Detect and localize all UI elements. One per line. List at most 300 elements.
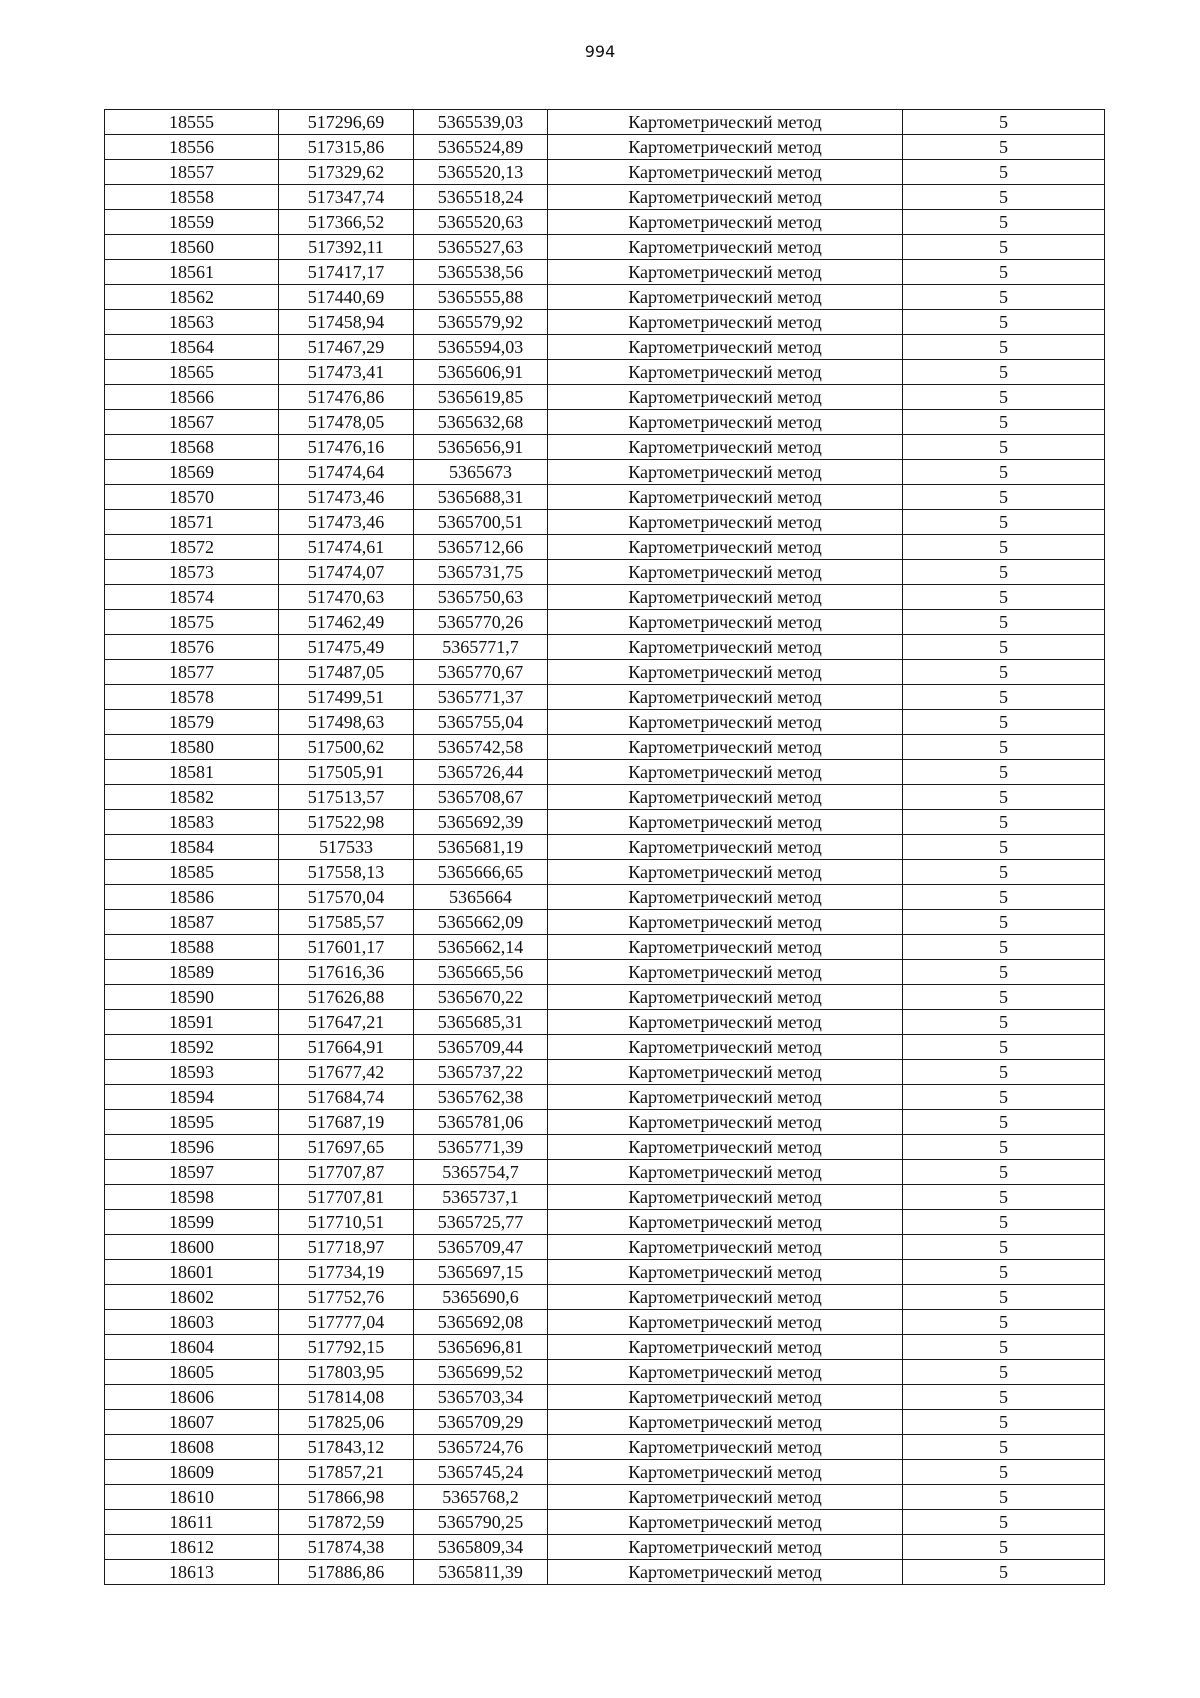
- method-cell: Картометрический метод: [548, 710, 903, 735]
- method-cell: Картометрический метод: [548, 1360, 903, 1385]
- x-coordinate-cell: 517558,13: [279, 860, 414, 885]
- point-number-cell: 18605: [105, 1360, 279, 1385]
- method-cell: Картометрический метод: [548, 1010, 903, 1035]
- accuracy-cell: 5: [903, 410, 1105, 435]
- method-cell: Картометрический метод: [548, 885, 903, 910]
- point-number-cell: 18570: [105, 485, 279, 510]
- x-coordinate-cell: 517707,81: [279, 1185, 414, 1210]
- table-row: [105, 335, 1105, 360]
- x-coordinate-cell: 517475,49: [279, 635, 414, 660]
- x-coordinate-cell: 517499,51: [279, 685, 414, 710]
- y-coordinate-cell: 5365708,67: [414, 785, 548, 810]
- table-row: [105, 1485, 1105, 1510]
- accuracy-cell: 5: [903, 1460, 1105, 1485]
- y-coordinate-cell: 5365731,75: [414, 560, 548, 585]
- table-row: [105, 685, 1105, 710]
- x-coordinate-cell: 517498,63: [279, 710, 414, 735]
- x-coordinate-cell: 517315,86: [279, 135, 414, 160]
- method-cell: Картометрический метод: [548, 735, 903, 760]
- y-coordinate-cell: 5365750,63: [414, 585, 548, 610]
- table-row: [105, 560, 1105, 585]
- method-cell: Картометрический метод: [548, 1410, 903, 1435]
- accuracy-cell: 5: [903, 335, 1105, 360]
- x-coordinate-cell: 517857,21: [279, 1460, 414, 1485]
- table-row: [105, 610, 1105, 635]
- y-coordinate-cell: 5365606,91: [414, 360, 548, 385]
- y-coordinate-cell: 5365619,85: [414, 385, 548, 410]
- accuracy-cell: 5: [903, 935, 1105, 960]
- x-coordinate-cell: 517476,86: [279, 385, 414, 410]
- method-cell: Картометрический метод: [548, 410, 903, 435]
- point-number-cell: 18607: [105, 1410, 279, 1435]
- table-row: [105, 1360, 1105, 1385]
- accuracy-cell: 5: [903, 460, 1105, 485]
- method-cell: Картометрический метод: [548, 385, 903, 410]
- x-coordinate-cell: 517707,87: [279, 1160, 414, 1185]
- method-cell: Картометрический метод: [548, 860, 903, 885]
- accuracy-cell: 5: [903, 1035, 1105, 1060]
- method-cell: Картометрический метод: [548, 110, 903, 135]
- table-row: [105, 210, 1105, 235]
- point-number-cell: 18599: [105, 1210, 279, 1235]
- accuracy-cell: 5: [903, 1110, 1105, 1135]
- x-coordinate-cell: 517474,61: [279, 535, 414, 560]
- x-coordinate-cell: 517684,74: [279, 1085, 414, 1110]
- table-row: [105, 585, 1105, 610]
- y-coordinate-cell: 5365771,39: [414, 1135, 548, 1160]
- table-body: [105, 110, 1105, 1585]
- table-row: [105, 435, 1105, 460]
- y-coordinate-cell: 5365662,09: [414, 910, 548, 935]
- y-coordinate-cell: 5365688,31: [414, 485, 548, 510]
- x-coordinate-cell: 517500,62: [279, 735, 414, 760]
- page-number: 994: [584, 42, 616, 61]
- x-coordinate-cell: 517505,91: [279, 760, 414, 785]
- method-cell: Картометрический метод: [548, 1060, 903, 1085]
- point-number-cell: 18581: [105, 760, 279, 785]
- y-coordinate-cell: 5365724,76: [414, 1435, 548, 1460]
- x-coordinate-cell: 517585,57: [279, 910, 414, 935]
- table-row: [105, 160, 1105, 185]
- x-coordinate-cell: 517478,05: [279, 410, 414, 435]
- y-coordinate-cell: 5365790,25: [414, 1510, 548, 1535]
- point-number-cell: 18587: [105, 910, 279, 935]
- point-number-cell: 18557: [105, 160, 279, 185]
- table-row: [105, 1285, 1105, 1310]
- accuracy-cell: 5: [903, 785, 1105, 810]
- accuracy-cell: 5: [903, 210, 1105, 235]
- accuracy-cell: 5: [903, 485, 1105, 510]
- accuracy-cell: 5: [903, 1260, 1105, 1285]
- point-number-cell: 18592: [105, 1035, 279, 1060]
- method-cell: Картометрический метод: [548, 1260, 903, 1285]
- method-cell: Картометрический метод: [548, 1035, 903, 1060]
- y-coordinate-cell: 5365662,14: [414, 935, 548, 960]
- point-number-cell: 18606: [105, 1385, 279, 1410]
- point-number-cell: 18597: [105, 1160, 279, 1185]
- point-number-cell: 18560: [105, 235, 279, 260]
- x-coordinate-cell: 517872,59: [279, 1510, 414, 1535]
- accuracy-cell: 5: [903, 710, 1105, 735]
- point-number-cell: 18595: [105, 1110, 279, 1135]
- table-row: [105, 935, 1105, 960]
- accuracy-cell: 5: [903, 135, 1105, 160]
- method-cell: Картометрический метод: [548, 260, 903, 285]
- method-cell: Картометрический метод: [548, 210, 903, 235]
- x-coordinate-cell: 517392,11: [279, 235, 414, 260]
- method-cell: Картометрический метод: [548, 335, 903, 360]
- table-row: [105, 985, 1105, 1010]
- x-coordinate-cell: 517803,95: [279, 1360, 414, 1385]
- x-coordinate-cell: 517814,08: [279, 1385, 414, 1410]
- x-coordinate-cell: 517825,06: [279, 1410, 414, 1435]
- y-coordinate-cell: 5365771,7: [414, 635, 548, 660]
- point-number-cell: 18575: [105, 610, 279, 635]
- point-number-cell: 18588: [105, 935, 279, 960]
- method-cell: Картометрический метод: [548, 510, 903, 535]
- point-number-cell: 18563: [105, 310, 279, 335]
- point-number-cell: 18586: [105, 885, 279, 910]
- accuracy-cell: 5: [903, 1385, 1105, 1410]
- method-cell: Картометрический метод: [548, 360, 903, 385]
- point-number-cell: 18567: [105, 410, 279, 435]
- y-coordinate-cell: 5365692,39: [414, 810, 548, 835]
- table-row: [105, 860, 1105, 885]
- point-number-cell: 18589: [105, 960, 279, 985]
- table-row: [105, 835, 1105, 860]
- accuracy-cell: 5: [903, 1235, 1105, 1260]
- point-number-cell: 18574: [105, 585, 279, 610]
- accuracy-cell: 5: [903, 235, 1105, 260]
- y-coordinate-cell: 5365692,08: [414, 1310, 548, 1335]
- method-cell: Картометрический метод: [548, 1510, 903, 1535]
- point-number-cell: 18566: [105, 385, 279, 410]
- point-number-cell: 18598: [105, 1185, 279, 1210]
- x-coordinate-cell: 517843,12: [279, 1435, 414, 1460]
- accuracy-cell: 5: [903, 1135, 1105, 1160]
- accuracy-cell: 5: [903, 610, 1105, 635]
- y-coordinate-cell: 5365524,89: [414, 135, 548, 160]
- table-row: [105, 1085, 1105, 1110]
- table-row: [105, 185, 1105, 210]
- point-number-cell: 18603: [105, 1310, 279, 1335]
- point-number-cell: 18609: [105, 1460, 279, 1485]
- accuracy-cell: 5: [903, 435, 1105, 460]
- y-coordinate-cell: 5365681,19: [414, 835, 548, 860]
- table-row: [105, 1210, 1105, 1235]
- accuracy-cell: 5: [903, 960, 1105, 985]
- table-row: [105, 735, 1105, 760]
- table-row: [105, 135, 1105, 160]
- method-cell: Картометрический метод: [548, 1235, 903, 1260]
- table-row: [105, 1135, 1105, 1160]
- x-coordinate-cell: 517570,04: [279, 885, 414, 910]
- point-number-cell: 18569: [105, 460, 279, 485]
- x-coordinate-cell: 517347,74: [279, 185, 414, 210]
- y-coordinate-cell: 5365762,38: [414, 1085, 548, 1110]
- accuracy-cell: 5: [903, 260, 1105, 285]
- x-coordinate-cell: 517697,65: [279, 1135, 414, 1160]
- method-cell: Картометрический метод: [548, 1085, 903, 1110]
- accuracy-cell: 5: [903, 185, 1105, 210]
- y-coordinate-cell: 5365712,66: [414, 535, 548, 560]
- y-coordinate-cell: 5365770,26: [414, 610, 548, 635]
- point-number-cell: 18608: [105, 1435, 279, 1460]
- y-coordinate-cell: 5365709,47: [414, 1235, 548, 1260]
- table-row: [105, 1460, 1105, 1485]
- method-cell: Картометрический метод: [548, 485, 903, 510]
- table-row: [105, 310, 1105, 335]
- table-row: [105, 260, 1105, 285]
- accuracy-cell: 5: [903, 535, 1105, 560]
- method-cell: Картометрический метод: [548, 1485, 903, 1510]
- table-row: [105, 1435, 1105, 1460]
- accuracy-cell: 5: [903, 760, 1105, 785]
- method-cell: Картометрический метод: [548, 535, 903, 560]
- y-coordinate-cell: 5365725,77: [414, 1210, 548, 1235]
- accuracy-cell: 5: [903, 1210, 1105, 1235]
- y-coordinate-cell: 5365697,15: [414, 1260, 548, 1285]
- x-coordinate-cell: 517626,88: [279, 985, 414, 1010]
- point-number-cell: 18576: [105, 635, 279, 660]
- method-cell: Картометрический метод: [548, 835, 903, 860]
- accuracy-cell: 5: [903, 560, 1105, 585]
- accuracy-cell: 5: [903, 885, 1105, 910]
- y-coordinate-cell: 5365742,58: [414, 735, 548, 760]
- point-number-cell: 18562: [105, 285, 279, 310]
- x-coordinate-cell: 517718,97: [279, 1235, 414, 1260]
- method-cell: Картометрический метод: [548, 1335, 903, 1360]
- point-number-cell: 18555: [105, 110, 279, 135]
- point-number-cell: 18583: [105, 810, 279, 835]
- accuracy-cell: 5: [903, 635, 1105, 660]
- point-number-cell: 18558: [105, 185, 279, 210]
- accuracy-cell: 5: [903, 285, 1105, 310]
- y-coordinate-cell: 5365755,04: [414, 710, 548, 735]
- accuracy-cell: 5: [903, 310, 1105, 335]
- table-row: [105, 960, 1105, 985]
- method-cell: Картометрический метод: [548, 585, 903, 610]
- x-coordinate-cell: 517752,76: [279, 1285, 414, 1310]
- method-cell: Картометрический метод: [548, 660, 903, 685]
- x-coordinate-cell: 517734,19: [279, 1260, 414, 1285]
- x-coordinate-cell: 517647,21: [279, 1010, 414, 1035]
- x-coordinate-cell: 517473,46: [279, 510, 414, 535]
- y-coordinate-cell: 5365539,03: [414, 110, 548, 135]
- table-row: [105, 760, 1105, 785]
- method-cell: Картометрический метод: [548, 185, 903, 210]
- method-cell: Картометрический метод: [548, 135, 903, 160]
- x-coordinate-cell: 517462,49: [279, 610, 414, 635]
- point-number-cell: 18571: [105, 510, 279, 535]
- x-coordinate-cell: 517474,64: [279, 460, 414, 485]
- method-cell: Картометрический метод: [548, 760, 903, 785]
- accuracy-cell: 5: [903, 1485, 1105, 1510]
- table-row: [105, 635, 1105, 660]
- x-coordinate-cell: 517513,57: [279, 785, 414, 810]
- point-number-cell: 18577: [105, 660, 279, 685]
- point-number-cell: 18559: [105, 210, 279, 235]
- table-row: [105, 810, 1105, 835]
- table-row: [105, 1560, 1105, 1585]
- accuracy-cell: 5: [903, 1435, 1105, 1460]
- point-number-cell: 18610: [105, 1485, 279, 1510]
- table-row: [105, 1535, 1105, 1560]
- x-coordinate-cell: 517458,94: [279, 310, 414, 335]
- accuracy-cell: 5: [903, 660, 1105, 685]
- accuracy-cell: 5: [903, 685, 1105, 710]
- accuracy-cell: 5: [903, 385, 1105, 410]
- x-coordinate-cell: 517886,86: [279, 1560, 414, 1585]
- x-coordinate-cell: 517522,98: [279, 810, 414, 835]
- table-row: [105, 1410, 1105, 1435]
- x-coordinate-cell: 517467,29: [279, 335, 414, 360]
- x-coordinate-cell: 517487,05: [279, 660, 414, 685]
- accuracy-cell: 5: [903, 360, 1105, 385]
- x-coordinate-cell: 517616,36: [279, 960, 414, 985]
- y-coordinate-cell: 5365703,34: [414, 1385, 548, 1410]
- point-number-cell: 18602: [105, 1285, 279, 1310]
- table-row: [105, 1185, 1105, 1210]
- accuracy-cell: 5: [903, 910, 1105, 935]
- point-number-cell: 18613: [105, 1560, 279, 1585]
- point-number-cell: 18561: [105, 260, 279, 285]
- point-number-cell: 18601: [105, 1260, 279, 1285]
- method-cell: Картометрический метод: [548, 160, 903, 185]
- table-row: [105, 1310, 1105, 1335]
- method-cell: Картометрический метод: [548, 460, 903, 485]
- table-row: [105, 1335, 1105, 1360]
- point-number-cell: 18593: [105, 1060, 279, 1085]
- y-coordinate-cell: 5365579,92: [414, 310, 548, 335]
- point-number-cell: 18590: [105, 985, 279, 1010]
- accuracy-cell: 5: [903, 860, 1105, 885]
- point-number-cell: 18596: [105, 1135, 279, 1160]
- accuracy-cell: 5: [903, 810, 1105, 835]
- table-row: [105, 110, 1105, 135]
- y-coordinate-cell: 5365555,88: [414, 285, 548, 310]
- table-row: [105, 1235, 1105, 1260]
- y-coordinate-cell: 5365656,91: [414, 435, 548, 460]
- y-coordinate-cell: 5365809,34: [414, 1535, 548, 1560]
- y-coordinate-cell: 5365768,2: [414, 1485, 548, 1510]
- y-coordinate-cell: 5365685,31: [414, 1010, 548, 1035]
- y-coordinate-cell: 5365666,65: [414, 860, 548, 885]
- y-coordinate-cell: 5365594,03: [414, 335, 548, 360]
- x-coordinate-cell: 517777,04: [279, 1310, 414, 1335]
- x-coordinate-cell: 517473,41: [279, 360, 414, 385]
- point-number-cell: 18584: [105, 835, 279, 860]
- table-row: [105, 910, 1105, 935]
- table-row: [105, 885, 1105, 910]
- x-coordinate-cell: 517329,62: [279, 160, 414, 185]
- table-row: [105, 510, 1105, 535]
- method-cell: Картометрический метод: [548, 910, 903, 935]
- x-coordinate-cell: 517473,46: [279, 485, 414, 510]
- x-coordinate-cell: 517296,69: [279, 110, 414, 135]
- method-cell: Картометрический метод: [548, 1460, 903, 1485]
- y-coordinate-cell: 5365737,22: [414, 1060, 548, 1085]
- method-cell: Картометрический метод: [548, 1285, 903, 1310]
- point-number-cell: 18556: [105, 135, 279, 160]
- table-row: [105, 385, 1105, 410]
- accuracy-cell: 5: [903, 835, 1105, 860]
- accuracy-cell: 5: [903, 1185, 1105, 1210]
- method-cell: Картометрический метод: [548, 560, 903, 585]
- y-coordinate-cell: 5365811,39: [414, 1560, 548, 1585]
- y-coordinate-cell: 5365771,37: [414, 685, 548, 710]
- table-row: [105, 1510, 1105, 1535]
- accuracy-cell: 5: [903, 1510, 1105, 1535]
- table-row: [105, 360, 1105, 385]
- point-number-cell: 18572: [105, 535, 279, 560]
- accuracy-cell: 5: [903, 1535, 1105, 1560]
- x-coordinate-cell: 517677,42: [279, 1060, 414, 1085]
- method-cell: Картометрический метод: [548, 285, 903, 310]
- point-number-cell: 18600: [105, 1235, 279, 1260]
- y-coordinate-cell: 5365520,63: [414, 210, 548, 235]
- method-cell: Картометрический метод: [548, 310, 903, 335]
- method-cell: Картометрический метод: [548, 1310, 903, 1335]
- accuracy-cell: 5: [903, 585, 1105, 610]
- table-row: [105, 1385, 1105, 1410]
- point-number-cell: 18565: [105, 360, 279, 385]
- x-coordinate-cell: 517533: [279, 835, 414, 860]
- x-coordinate-cell: 517417,17: [279, 260, 414, 285]
- y-coordinate-cell: 5365538,56: [414, 260, 548, 285]
- point-number-cell: 18612: [105, 1535, 279, 1560]
- table-row: [105, 1260, 1105, 1285]
- accuracy-cell: 5: [903, 1360, 1105, 1385]
- point-number-cell: 18591: [105, 1010, 279, 1035]
- y-coordinate-cell: 5365709,29: [414, 1410, 548, 1435]
- table-row: [105, 535, 1105, 560]
- method-cell: Картометрический метод: [548, 610, 903, 635]
- y-coordinate-cell: 5365726,44: [414, 760, 548, 785]
- x-coordinate-cell: 517792,15: [279, 1335, 414, 1360]
- y-coordinate-cell: 5365700,51: [414, 510, 548, 535]
- y-coordinate-cell: 5365518,24: [414, 185, 548, 210]
- accuracy-cell: 5: [903, 1010, 1105, 1035]
- method-cell: Картометрический метод: [548, 235, 903, 260]
- y-coordinate-cell: 5365690,6: [414, 1285, 548, 1310]
- table-row: [105, 785, 1105, 810]
- method-cell: Картометрический метод: [548, 1435, 903, 1460]
- y-coordinate-cell: 5365696,81: [414, 1335, 548, 1360]
- point-number-cell: 18594: [105, 1085, 279, 1110]
- x-coordinate-cell: 517687,19: [279, 1110, 414, 1135]
- y-coordinate-cell: 5365670,22: [414, 985, 548, 1010]
- accuracy-cell: 5: [903, 1560, 1105, 1585]
- point-number-cell: 18585: [105, 860, 279, 885]
- point-number-cell: 18564: [105, 335, 279, 360]
- x-coordinate-cell: 517440,69: [279, 285, 414, 310]
- point-number-cell: 18568: [105, 435, 279, 460]
- method-cell: Картометрический метод: [548, 985, 903, 1010]
- y-coordinate-cell: 5365754,7: [414, 1160, 548, 1185]
- x-coordinate-cell: 517476,16: [279, 435, 414, 460]
- method-cell: Картометрический метод: [548, 960, 903, 985]
- method-cell: Картометрический метод: [548, 810, 903, 835]
- x-coordinate-cell: 517710,51: [279, 1210, 414, 1235]
- method-cell: Картометрический метод: [548, 1385, 903, 1410]
- y-coordinate-cell: 5365527,63: [414, 235, 548, 260]
- accuracy-cell: 5: [903, 1310, 1105, 1335]
- accuracy-cell: 5: [903, 510, 1105, 535]
- method-cell: Картометрический метод: [548, 1210, 903, 1235]
- y-coordinate-cell: 5365709,44: [414, 1035, 548, 1060]
- point-number-cell: 18611: [105, 1510, 279, 1535]
